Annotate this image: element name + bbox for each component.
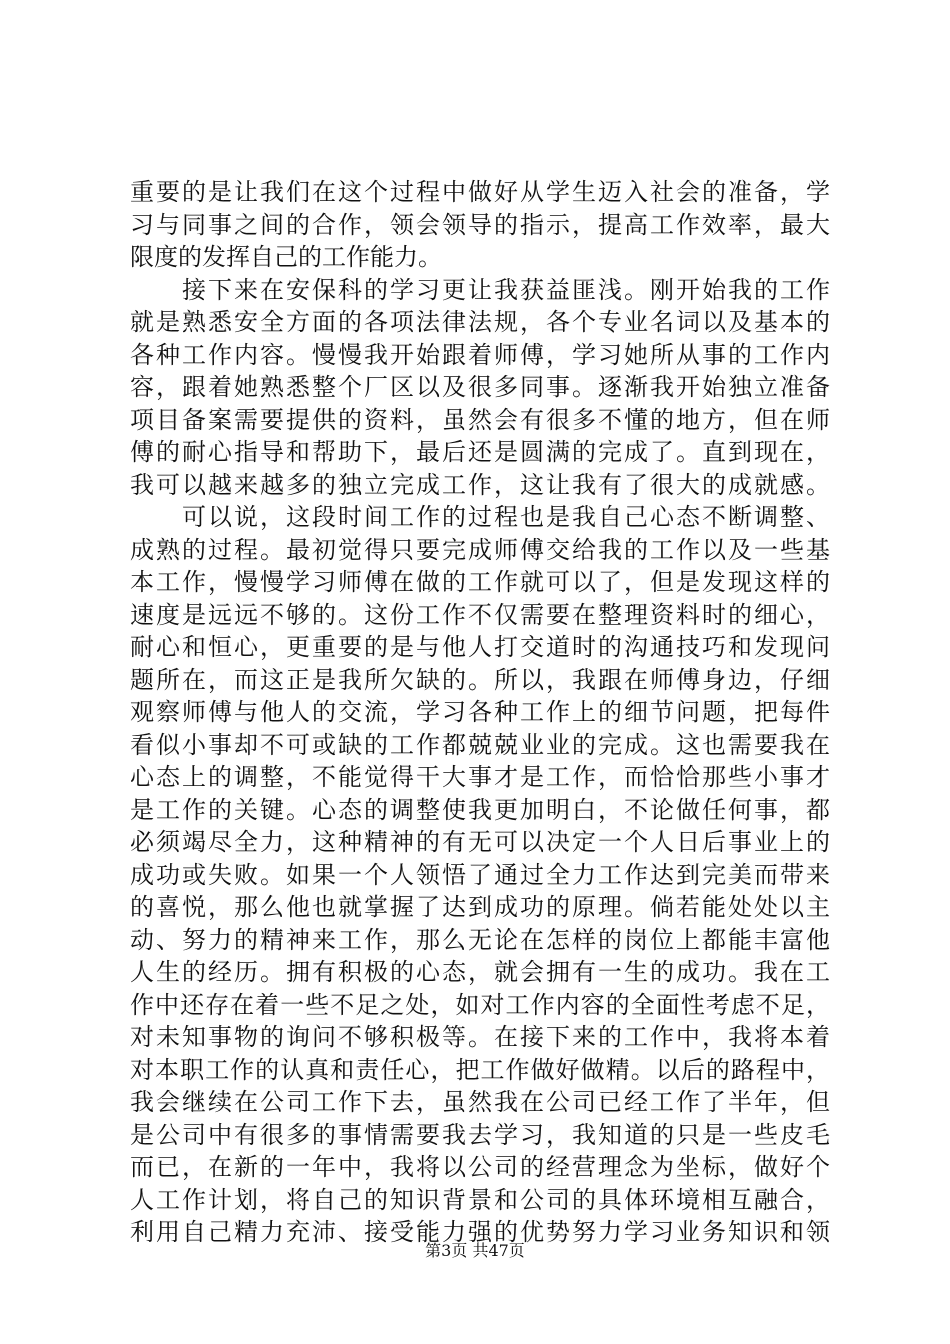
text-line: 动、努力的精神来工作，那么无论在怎样的岗位上都能丰富他 bbox=[130, 925, 830, 954]
text-line: 是公司中有很多的事情需要我去学习，我知道的只是一些皮毛 bbox=[130, 1120, 830, 1149]
text-line: 利用自己精力充沛、接受能力强的优势努力学习业务知识和领 bbox=[130, 1218, 830, 1246]
text-line: 我可以越来越多的独立完成工作，这让我有了很大的成就感。 bbox=[130, 470, 830, 499]
text-line: 就是熟悉安全方面的各项法律法规，各个专业名词以及基本的 bbox=[130, 308, 830, 336]
text-line: 人工作计划，将自己的知识背景和公司的具体环境相互融合， bbox=[130, 1185, 830, 1214]
text-line: 限度的发挥自己的工作能力。 bbox=[130, 243, 442, 271]
text-line: 是工作的关键。心态的调整使我更加明白，不论做任何事，都 bbox=[130, 795, 830, 824]
text-line: 速度是远远不够的。这份工作不仅需要在整理资料时的细心， bbox=[130, 600, 830, 629]
text-line: 重要的是让我们在这个过程中做好从学生迈入社会的准备，学 bbox=[130, 178, 830, 206]
text-line: 本工作，慢慢学习师傅在做的工作就可以了，但是发现这样的 bbox=[130, 568, 830, 596]
text-line: 作中还存在着一些不足之处，如对工作内容的全面性考虑不足， bbox=[130, 990, 830, 1019]
text-line: 观察师傅与他人的交流，学习各种工作上的细节问题，把每件 bbox=[130, 698, 830, 726]
text-line: 耐心和恒心，更重要的是与他人打交道时的沟通技巧和发现问 bbox=[130, 633, 830, 661]
text-line: 题所在，而这正是我所欠缺的。所以，我跟在师傅身边，仔细 bbox=[130, 665, 830, 694]
text-line: 人生的经历。拥有积极的心态，就会拥有一生的成功。我在工 bbox=[130, 958, 830, 986]
text-line: 的喜悦，那么他也就掌握了达到成功的原理。倘若能处处以主 bbox=[130, 893, 830, 921]
text-line: 心态上的调整，不能觉得干大事才是工作，而恰恰那些小事才 bbox=[130, 763, 830, 791]
text-line: 容，跟着她熟悉整个厂区以及很多同事。逐渐我开始独立准备 bbox=[130, 373, 830, 401]
text-line: 对本职工作的认真和责任心，把工作做好做精。以后的路程中， bbox=[130, 1055, 830, 1084]
text-line: 可以说，这段时间工作的过程也是我自己心态不断调整、 bbox=[130, 503, 830, 531]
text-line: 必须竭尽全力，这种精神的有无可以决定一个人日后事业上的 bbox=[130, 828, 830, 856]
text-line: 项目备案需要提供的资料，虽然会有很多不懂的地方，但在师 bbox=[130, 405, 830, 434]
text-line: 成功或失败。如果一个人领悟了通过全力工作达到完美而带来 bbox=[130, 860, 830, 889]
text-line: 对未知事物的询问不够积极等。在接下来的工作中，我将本着 bbox=[130, 1023, 830, 1051]
text-line: 各种工作内容。慢慢我开始跟着师傅，学习她所从事的工作内 bbox=[130, 340, 830, 369]
text-line: 成熟的过程。最初觉得只要完成师傅交给我的工作以及一些基 bbox=[130, 535, 830, 564]
text-line: 习与同事之间的合作，领会领导的指示，提高工作效率，最大 bbox=[130, 210, 830, 239]
text-line: 我会继续在公司工作下去，虽然我在公司已经工作了半年，但 bbox=[130, 1088, 830, 1116]
page-footer: 第3页 共47页 bbox=[425, 1241, 525, 1260]
text-line: 看似小事却不可或缺的工作都兢兢业业的完成。这也需要我在 bbox=[130, 730, 830, 759]
text-line: 接下来在安保科的学习更让我获益匪浅。刚开始我的工作 bbox=[130, 275, 830, 304]
body-text bbox=[130, 176, 830, 1249]
text-line: 傅的耐心指导和帮助下，最后还是圆满的完成了。直到现在， bbox=[130, 438, 830, 466]
text-line: 而已，在新的一年中，我将以公司的经营理念为坐标，做好个 bbox=[130, 1153, 830, 1181]
